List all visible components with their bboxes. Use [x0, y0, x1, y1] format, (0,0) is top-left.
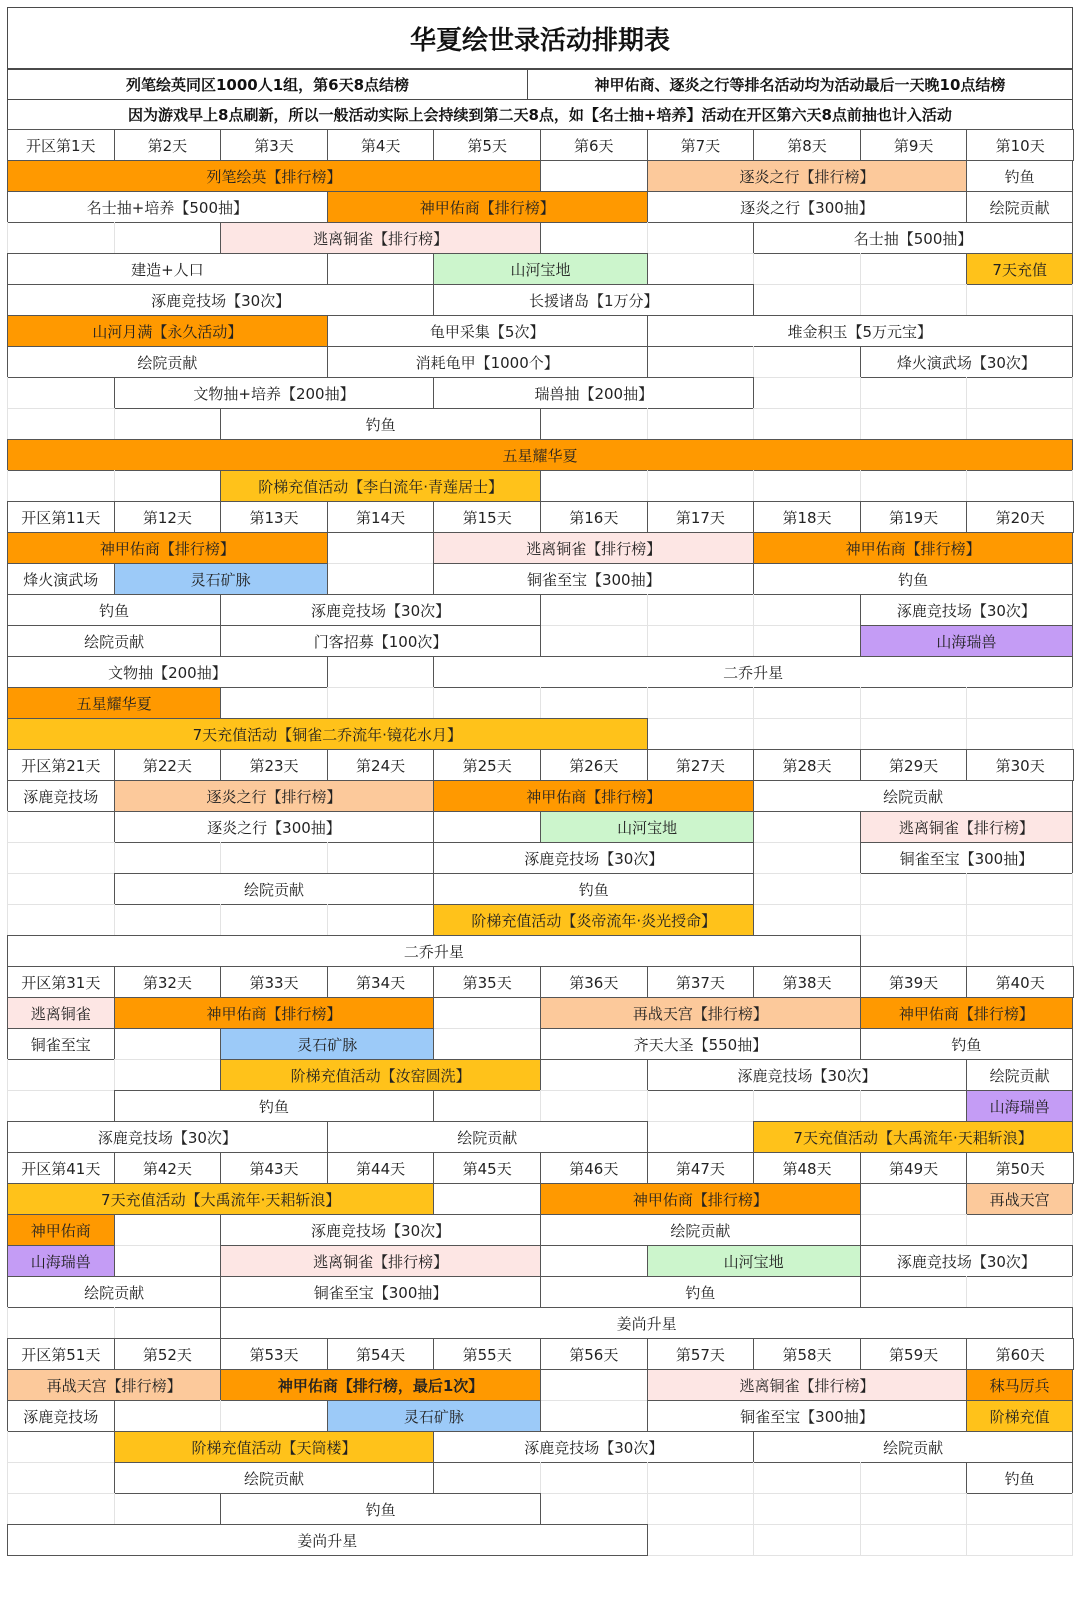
event-cell: 绘院贡献: [966, 1059, 1073, 1091]
grid-line: [114, 1059, 115, 1091]
grid-line: [647, 625, 648, 657]
event-cell: 阶梯充值活动【天筒楼】: [114, 1431, 435, 1463]
event-cell: 钓鱼: [540, 1276, 861, 1308]
event-cell: 山海瑞兽: [860, 625, 1073, 657]
grid-line: [7, 1431, 8, 1463]
day-header: 第16天: [540, 501, 648, 533]
grid-line: [647, 687, 648, 719]
event-cell: 涿鹿竞技场: [7, 780, 115, 812]
grid-line: [753, 346, 754, 378]
grid-line: [7, 904, 8, 936]
grid-line: [966, 687, 967, 719]
event-cell: 山河宝地: [647, 1245, 861, 1277]
event-cell: 逃离铜雀: [7, 997, 115, 1029]
day-header: 第38天: [753, 966, 861, 998]
event-cell: 名士抽+培养【500抽】: [7, 191, 328, 223]
event-cell: 钓鱼: [753, 563, 1073, 595]
grid-line: [1072, 1276, 1073, 1308]
event-cell: 再战天宫【排行榜】: [540, 997, 861, 1029]
event-cell: 齐天大圣【550抽】: [540, 1028, 861, 1060]
event-cell: 7天充值活动【铜雀二乔流年·镜花水月】: [7, 718, 648, 750]
event-cell: 山河宝地: [540, 811, 754, 843]
grid-line: [647, 594, 648, 626]
day-header: 第6天: [540, 129, 648, 161]
event-cell: 神甲佑商: [7, 1214, 115, 1246]
event-cell: 绘院贡献: [7, 1276, 221, 1308]
day-header: 第57天: [647, 1338, 755, 1370]
event-cell: 堆金积玉【5万元宝】: [647, 315, 1073, 347]
grid-line: [7, 873, 8, 905]
event-cell: 逐炎之行【300抽】: [647, 191, 968, 223]
event-cell: 涿鹿竞技场【30次】: [860, 594, 1073, 626]
event-cell: 逃离铜雀【排行榜】: [220, 222, 541, 254]
day-header: 开区第31天: [7, 966, 115, 998]
event-cell: 阶梯充值活动【炎帝流年·炎光授命】: [433, 904, 754, 936]
day-header: 第48天: [753, 1152, 861, 1184]
grid-line: [114, 470, 115, 502]
grid-line: [860, 873, 861, 905]
grid-line: [7, 1493, 8, 1525]
event-cell: 瑞兽抽【200抽】: [433, 377, 754, 409]
day-header: 第40天: [966, 966, 1074, 998]
event-cell: 逃离铜雀【排行榜】: [647, 1369, 968, 1401]
grid-line: [540, 1090, 541, 1122]
event-cell: 神甲佑商【排行榜】: [860, 997, 1073, 1029]
grid-line: [753, 1462, 754, 1494]
event-cell: 钓鱼: [860, 1028, 1073, 1060]
event-cell: 涿鹿竞技场【30次】: [220, 1214, 541, 1246]
day-header: 第3天: [220, 129, 328, 161]
event-cell: 涿鹿竞技场【30次】: [220, 594, 541, 626]
grid-line: [7, 842, 8, 874]
grid-line: [7, 408, 8, 440]
event-cell: 五星耀华夏: [7, 439, 1073, 471]
grid-line: [7, 1059, 8, 1091]
grid-line: [860, 904, 861, 936]
grid-line: [1072, 470, 1073, 502]
grid-line: [647, 470, 648, 502]
event-cell: 逐炎之行【300抽】: [114, 811, 435, 843]
event-cell: 神甲佑商【排行榜，最后1次】: [220, 1369, 541, 1401]
event-cell: 消耗龟甲【1000个】: [327, 346, 648, 378]
day-header: 第37天: [647, 966, 755, 998]
schedule-sheet: [7, 7, 1073, 1595]
day-header: 第24天: [327, 749, 435, 781]
grid-line: [1072, 935, 1073, 967]
day-header: 第58天: [753, 1338, 861, 1370]
note-left: 列笔绘英同区1000人1组，第6天8点结榜: [7, 69, 528, 100]
event-cell: 绘院贡献: [7, 625, 221, 657]
day-header: 第30天: [966, 749, 1074, 781]
event-cell: 逃离铜雀【排行榜】: [220, 1245, 541, 1277]
event-cell: 7天充值活动【大禹流年·天耜斩浪】: [753, 1121, 1073, 1153]
day-header: 开区第51天: [7, 1338, 115, 1370]
grid-line: [753, 253, 754, 285]
grid-line: [753, 594, 754, 626]
grid-line: [753, 625, 754, 657]
day-header: 第39天: [860, 966, 968, 998]
grid-line: [114, 1307, 115, 1339]
event-cell: 秣马厉兵: [966, 1369, 1073, 1401]
event-cell: 二乔升星: [433, 656, 1073, 688]
grid-line: [540, 1462, 541, 1494]
grid-line: [753, 408, 754, 440]
event-cell: 文物抽【200抽】: [7, 656, 328, 688]
grid-line: [1072, 408, 1073, 440]
day-header: 第13天: [220, 501, 328, 533]
event-cell: 神甲佑商【排行榜】: [7, 532, 328, 564]
event-cell: 钓鱼: [966, 1462, 1073, 1494]
grid-line: [1072, 284, 1073, 316]
grid-line: [966, 1493, 967, 1525]
day-header: 第4天: [327, 129, 435, 161]
grid-line: [966, 284, 967, 316]
grid-line: [7, 1462, 8, 1494]
event-cell: 钓鱼: [114, 1090, 435, 1122]
event-cell: 涿鹿竞技场【30次】: [7, 1121, 328, 1153]
grid-line: [860, 1462, 861, 1494]
day-header: 第50天: [966, 1152, 1074, 1184]
event-cell: 再战天宫: [966, 1183, 1073, 1215]
event-cell: 神甲佑商【排行榜】: [540, 1183, 861, 1215]
day-header: 第17天: [647, 501, 755, 533]
grid-line: [1072, 687, 1073, 719]
grid-line: [7, 222, 8, 254]
grid-line: [753, 1524, 754, 1556]
day-header: 第35天: [433, 966, 541, 998]
event-cell: 涿鹿竞技场【30次】: [7, 284, 434, 316]
event-cell: 7天充值: [966, 253, 1073, 285]
grid-line: [647, 1493, 648, 1525]
event-cell: 逃离铜雀【排行榜】: [860, 811, 1073, 843]
grid-line: [7, 470, 8, 502]
day-header: 第23天: [220, 749, 328, 781]
event-cell: 阶梯充值活动【李白流年·青莲居士】: [220, 470, 541, 502]
day-header: 第18天: [753, 501, 861, 533]
grid-line: [327, 687, 328, 719]
event-cell: 绘院贡献: [327, 1121, 648, 1153]
event-cell: 绘院贡献: [114, 873, 435, 905]
grid-line: [966, 1214, 967, 1246]
day-header: 第12天: [114, 501, 222, 533]
day-header: 第49天: [860, 1152, 968, 1184]
event-cell: 二乔升星: [7, 935, 861, 967]
page-title: 华夏绘世录活动排期表: [7, 7, 1073, 69]
note-full: 因为游戏早上8点刷新，所以一般活动实际上会持续到第二天8点，如【名士抽+培养】活动在开区第六天8点前抽也计入活动: [7, 99, 1073, 130]
grid-line: [327, 904, 328, 936]
grid-line: [1072, 377, 1073, 409]
event-cell: 钓鱼: [220, 408, 541, 440]
grid-line: [114, 222, 115, 254]
day-header: 第56天: [540, 1338, 648, 1370]
day-header: 第29天: [860, 749, 968, 781]
grid-line: [753, 718, 754, 750]
grid-line: [114, 1493, 115, 1525]
grid-line: [753, 1090, 754, 1122]
day-header: 第46天: [540, 1152, 648, 1184]
day-header: 开区第1天: [7, 129, 115, 161]
event-cell: 姜尚升星: [220, 1307, 1073, 1339]
event-cell: 山河月满【永久活动】: [7, 315, 328, 347]
day-header: 第55天: [433, 1338, 541, 1370]
grid-line: [966, 377, 967, 409]
grid-line: [114, 408, 115, 440]
event-cell: 姜尚升星: [7, 1524, 648, 1556]
grid-line: [753, 687, 754, 719]
grid-line: [114, 842, 115, 874]
grid-line: [1072, 1493, 1073, 1525]
event-cell: 涿鹿竞技场【30次】: [433, 842, 754, 874]
grid-line: [753, 470, 754, 502]
event-cell: 神甲佑商【排行榜】: [433, 780, 754, 812]
day-header: 第52天: [114, 1338, 222, 1370]
event-cell: 铜雀至宝: [7, 1028, 115, 1060]
grid-line: [860, 377, 861, 409]
day-header: 第60天: [966, 1338, 1074, 1370]
grid-line: [1072, 718, 1073, 750]
grid-line: [860, 687, 861, 719]
day-header: 第25天: [433, 749, 541, 781]
grid-line: [327, 842, 328, 874]
event-cell: 神甲佑商【排行榜】: [327, 191, 648, 223]
day-header: 第15天: [433, 501, 541, 533]
event-cell: 逐炎之行【排行榜】: [114, 780, 435, 812]
day-header: 第8天: [753, 129, 861, 161]
event-cell: 铜雀至宝【300抽】: [647, 1400, 968, 1432]
day-header: 第32天: [114, 966, 222, 998]
grid-line: [7, 1090, 8, 1122]
grid-line: [1072, 1524, 1073, 1556]
grid-line: [966, 470, 967, 502]
day-header: 第36天: [540, 966, 648, 998]
event-cell: 钓鱼: [433, 873, 754, 905]
day-header: 第26天: [540, 749, 648, 781]
event-cell: 再战天宫【排行榜】: [7, 1369, 221, 1401]
event-cell: 钓鱼: [7, 594, 221, 626]
event-cell: 阶梯充值: [966, 1400, 1073, 1432]
day-header: 第59天: [860, 1338, 968, 1370]
grid-line: [433, 687, 434, 719]
day-header: 第27天: [647, 749, 755, 781]
grid-line: [7, 811, 8, 843]
event-cell: 文物抽+培养【200抽】: [114, 377, 435, 409]
day-header: 第42天: [114, 1152, 222, 1184]
day-header: 第34天: [327, 966, 435, 998]
event-cell: 绘院贡献: [753, 780, 1073, 812]
day-header: 第9天: [860, 129, 968, 161]
day-header: 第2天: [114, 129, 222, 161]
event-cell: 山河宝地: [433, 253, 647, 285]
day-header: 第53天: [220, 1338, 328, 1370]
grid-line: [860, 253, 861, 285]
day-header: 第45天: [433, 1152, 541, 1184]
grid-line: [860, 718, 861, 750]
day-header: 第10天: [966, 129, 1074, 161]
event-cell: 灵石矿脉: [220, 1028, 434, 1060]
grid-line: [1072, 904, 1073, 936]
event-cell: 烽火演武场【30次】: [860, 346, 1073, 378]
grid-line: [860, 470, 861, 502]
event-cell: 绘院贡献: [7, 346, 328, 378]
grid-line: [753, 1493, 754, 1525]
event-cell: 绘院贡献: [540, 1214, 861, 1246]
grid-line: [966, 873, 967, 905]
event-cell: 绘院贡献: [114, 1462, 435, 1494]
day-header: 第43天: [220, 1152, 328, 1184]
event-cell: 列笔绘英【排行榜】: [7, 160, 541, 192]
day-header: 第44天: [327, 1152, 435, 1184]
event-cell: 涿鹿竞技场【30次】: [647, 1059, 968, 1091]
event-cell: 绘院贡献: [966, 191, 1073, 223]
day-header: 第14天: [327, 501, 435, 533]
event-cell: 铜雀至宝【300抽】: [220, 1276, 541, 1308]
event-cell: 灵石矿脉: [114, 563, 328, 595]
grid-line: [1072, 873, 1073, 905]
grid-line: [647, 222, 648, 254]
event-cell: 灵石矿脉: [327, 1400, 541, 1432]
grid-line: [966, 904, 967, 936]
event-cell: 山海瑞兽: [966, 1090, 1073, 1122]
day-header: 第54天: [327, 1338, 435, 1370]
grid-line: [860, 1493, 861, 1525]
day-header: 第7天: [647, 129, 755, 161]
event-cell: 绘院贡献: [753, 1431, 1073, 1463]
event-cell: 涿鹿竞技场【30次】: [433, 1431, 754, 1463]
event-cell: 钓鱼: [966, 160, 1073, 192]
grid-line: [220, 842, 221, 874]
grid-line: [966, 935, 967, 967]
day-header: 第5天: [433, 129, 541, 161]
grid-line: [114, 904, 115, 936]
day-header: 第22天: [114, 749, 222, 781]
grid-line: [860, 1090, 861, 1122]
grid-line: [220, 904, 221, 936]
grid-line: [860, 408, 861, 440]
grid-line: [1072, 1214, 1073, 1246]
day-header: 开区第11天: [7, 501, 115, 533]
grid-line: [966, 1276, 967, 1308]
event-cell: 逃离铜雀【排行榜】: [433, 532, 754, 564]
event-cell: 建造+人口: [7, 253, 328, 285]
grid-line: [860, 284, 861, 316]
event-cell: 长援诸岛【1万分】: [433, 284, 754, 316]
event-cell: 涿鹿竞技场【30次】: [860, 1245, 1073, 1277]
note-right: 神甲佑商、逐炎之行等排名活动均为活动最后一天晚10点结榜: [527, 69, 1073, 100]
event-cell: 7天充值活动【大禹流年·天耜斩浪】: [7, 1183, 434, 1215]
event-cell: 龟甲采集【5次】: [327, 315, 648, 347]
event-cell: 阶梯充值活动【汝窑圆洗】: [220, 1059, 541, 1091]
event-cell: 涿鹿竞技场: [7, 1400, 115, 1432]
day-header: 第33天: [220, 966, 328, 998]
event-cell: 神甲佑商【排行榜】: [114, 997, 435, 1029]
event-cell: 神甲佑商【排行榜】: [753, 532, 1073, 564]
day-header: 开区第21天: [7, 749, 115, 781]
day-header: 第19天: [860, 501, 968, 533]
grid-line: [220, 1400, 221, 1432]
grid-line: [966, 718, 967, 750]
grid-line: [7, 377, 8, 409]
day-header: 第47天: [647, 1152, 755, 1184]
grid-line: [647, 408, 648, 440]
grid-line: [647, 1090, 648, 1122]
grid-line: [860, 1524, 861, 1556]
event-cell: 铜雀至宝【300抽】: [860, 842, 1073, 874]
event-cell: 名士抽【500抽】: [753, 222, 1073, 254]
event-cell: 门客招募【100次】: [220, 625, 541, 657]
event-cell: 山海瑞兽: [7, 1245, 115, 1277]
grid-line: [966, 408, 967, 440]
day-header: 开区第41天: [7, 1152, 115, 1184]
day-header: 第20天: [966, 501, 1074, 533]
day-header: 第28天: [753, 749, 861, 781]
event-cell: 铜雀至宝【300抽】: [433, 563, 754, 595]
event-cell: 逐炎之行【排行榜】: [647, 160, 968, 192]
event-cell: 钓鱼: [220, 1493, 541, 1525]
grid-line: [966, 1524, 967, 1556]
event-cell: 烽火演武场: [7, 563, 115, 595]
grid-line: [7, 1307, 8, 1339]
event-cell: 五星耀华夏: [7, 687, 221, 719]
grid-line: [647, 1462, 648, 1494]
grid-line: [540, 687, 541, 719]
